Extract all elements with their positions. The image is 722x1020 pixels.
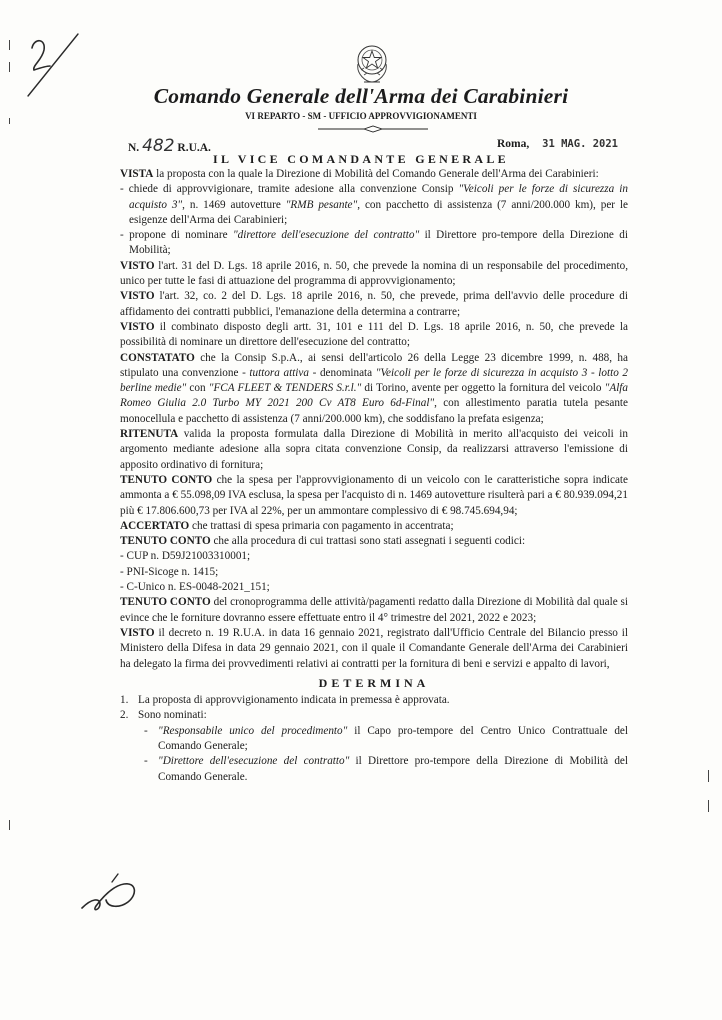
code-line: - CUP n. D59J21003310001; <box>120 550 251 563</box>
margin-mark <box>708 800 709 812</box>
preamble-clause: TENUTO CONTO che la spesa per l'approvvigionamento di un veicolo con le caratteristiche sopra indicate ammonta a € 55.098,09 IVA esclusa, la spesa per l'acquisto di n. 1469 autovetture risulterà pari a € 80.939.094,21 più € 17.806.600,73 per IVA al 22%, per un ammontare complessivo di € 98.745.694,94; <box>120 473 628 517</box>
determina-item: 2. Sono nominati: <box>120 709 207 722</box>
handwritten-signature <box>78 868 142 918</box>
code-line: - C-Unico n. ES-0048-2021_151; <box>120 581 270 594</box>
republic-emblem-icon <box>352 40 392 86</box>
preamble-clause: VISTA la proposta con la quale la Direzione di Mobilità del Comando Generale dell'Arma dei Carabinieri: <box>120 168 599 180</box>
protocol-prefix: N. <box>128 142 140 154</box>
place-date <box>497 138 618 150</box>
preamble-clause: VISTO l'art. 32, co. 2 del D. Lgs. 18 aprile 2016, n. 50, che prevede, prima dell'avvio delle procedure di affidamento dei contratti pubblici, l'emanazione della determina a contrarre; <box>120 290 628 318</box>
office-subtitle: VI REPARTO - SM - UFFICIO APPROVVIGIONAMENTI <box>245 111 477 121</box>
nomination-item: - "Direttore dell'esecuzione del contratto" il Direttore pro-tempore della Direzione di Mobilità del Comando Generale. <box>144 755 629 783</box>
code-line: - PNI-Sicoge n. 1415; <box>120 565 219 578</box>
preamble-clause: VISTO l'art. 31 del D. Lgs. 18 aprile 2016, n. 50, che prevede la nomina di un responsabile del procedimento, unico per tutte le fasi di attuazione del programma di approvvigionamento; <box>120 259 628 288</box>
preamble-clause: TENUTO CONTO che alla procedura di cui trattasi sono stati assegnati i seguenti codici: <box>120 535 526 548</box>
nominations-list <box>120 724 628 785</box>
determina-heading: DETERMINA <box>318 675 430 690</box>
preamble-clause: VISTO il combinato disposto degli artt. 31, 101 e 111 del D. Lgs. 18 aprile 2016, n. 50, che prevede la possibilità di nominare un direttore dell'esecuzione del contratto; <box>120 320 628 349</box>
determina-item: 1. La proposta di approvvigionamento indicata in premessa è approvata. <box>120 694 450 707</box>
divider-ornament-icon <box>318 124 428 134</box>
preamble-clause: VISTO il decreto n. 19 R.U.A. in data 16 gennaio 2021, registrato dall'Ufficio Centrale del Bilancio presso il Ministero della Difesa in data 29 gennaio 2021, con il quale il Comandante Generale dell'Arma dei Carabinieri ha delegato la firma dei provvedimenti relativi ai contratti per la fornitura di beni e servizi e appalto di lavori, <box>120 626 628 670</box>
nomination-item: - "Responsabile unico del procedimento" il Capo pro-tempore del Centro Unico Contrattuale del Comando Generale; <box>144 724 628 752</box>
date-stamp: 31 MAG. 2021 <box>542 138 618 150</box>
preamble-bullet: - propone di nominare "direttore dell'esecuzione del contratto" il Direttore pro-tempore della Direzione di Mobilità; <box>120 229 628 257</box>
margin-mark <box>9 40 10 50</box>
preamble-clause: CONSTATATO che la Consip S.p.A., ai sensi dell'articolo 26 della Legge 23 dicembre 1999, n. 488, ha stipulato una convenzione - tuttora attiva - denominata "Veicoli per le forze di sicurezza in acquisto 3 - lotto 2 berline medie" con "FCA FLEET & TENDERS S.r.l." di Torino, avente per oggetto la fornitura del veicolo "Alfa Romeo Giulia 2.0 Turbo MY 2021 200 Cv AT8 Euro 6d-Final", con allestimento paratia tutela pesante monocellula e pacchetto di assistenza (7 anni/200.000 km), che soddisfano la prefata esigenza; <box>120 351 629 425</box>
preamble-clause: TENUTO CONTO del cronoprogramma delle attività/pagamenti redatto dalla Direzione di Mobilità dal quale si evince che le forniture dovranno essere effettuate entro il 4° trimestre del 2021, 2022 e 2023; <box>120 596 628 624</box>
preamble-clause: ACCERTATO che trattasi di spesa primaria con pagamento in accentrata; <box>120 519 454 532</box>
protocol-suffix: R.U.A. <box>177 142 211 154</box>
preamble-bullet: - chiede di approvvigionare, tramite adesione alla convenzione Consip "Veicoli per le forze di sicurezza in acquisto 3", n. 1469 autovetture "RMB pesante", con pacchetto di assistenza (7 anni/200.000 km), per le esigenze dell'Arma dei Carabinieri; <box>120 183 629 226</box>
preamble-clause: RITENUTA valida la proposta formulata dalla Direzione di Mobilità in merito all'acquisto dei veicoli in argomento mediante adesione alla sopra citata convenzione Consip, da realizzarsi attraverso l'emissione di apposito ordinativo di fornitura; <box>120 428 628 471</box>
document-body <box>120 167 628 785</box>
determina-list <box>120 693 628 724</box>
margin-mark <box>9 820 10 830</box>
margin-mark <box>708 770 709 782</box>
protocol-number-handwritten: 482 <box>142 136 175 156</box>
place-label: Roma, <box>497 138 530 150</box>
issuer-heading: IL VICE COMANDANTE GENERALE <box>213 152 509 166</box>
margin-mark <box>9 62 10 72</box>
document-title: Comando Generale dell'Arma dei Carabinieri <box>153 84 569 108</box>
